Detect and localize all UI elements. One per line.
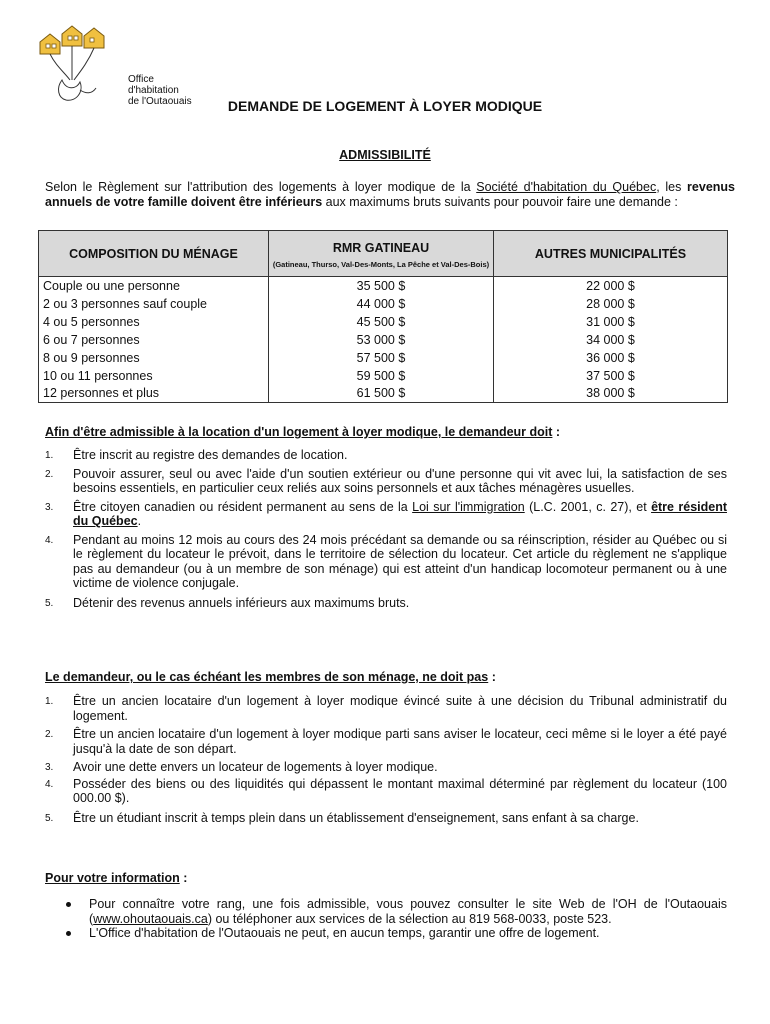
logo-line-2: d'habitation — [128, 85, 179, 96]
list-item: Pour connaître votre rang, une fois admissible, vous pouvez consulter le site Web de l'OH de l'Outaouais (www.ohoutaouais.ca) ou téléphoner aux services de la sélection au 819 568-0033, poste 523. — [64, 897, 727, 926]
list-item: 2. Être un ancien locataire d'un logement à loyer modique parti sans aviser le locateur, ceci même si le loyer a été payé jusqu'à la date de son départ. — [45, 727, 727, 756]
table-row: 6 ou 7 personnes 53 000 $ 34 000 $ — [39, 331, 728, 349]
list-item: 5. Être un étudiant inscrit à temps plein dans un établissement d'enseignement, sans enfant à sa charge. — [45, 810, 639, 825]
logo-line-1: Office — [128, 74, 154, 85]
houses-logo-icon — [36, 24, 136, 108]
eligibility-list — [45, 448, 727, 610]
info-heading: Pour votre information : — [45, 871, 188, 885]
bullet-icon — [66, 902, 71, 907]
restrictions-heading: Le demandeur, ou le cas échéant les membres de son ménage, ne doit pas : — [45, 670, 496, 684]
info-list — [64, 897, 727, 941]
logo — [36, 24, 206, 108]
list-item: 5. Détenir des revenus annuels inférieurs aux maximums bruts. — [45, 595, 410, 610]
col-header-rmr: RMR GATINEAU (Gatineau, Thurso, Val-Des-Monts, La Pêche et Val-Des-Bois) — [269, 231, 494, 277]
income-limits-table — [38, 230, 728, 403]
list-item: 3. Avoir une dette envers un locateur de logements à loyer modique. — [45, 760, 438, 774]
bullet-icon — [66, 931, 71, 936]
immigration-law-link[interactable]: Loi sur l'immigration — [412, 499, 525, 514]
list-item: 1. Être inscrit au registre des demandes de location. — [45, 448, 348, 462]
restrictions-list — [45, 694, 727, 825]
list-item: 3. Être citoyen canadien ou résident permanent au sens de la Loi sur l'immigration (L.C. 2001, c. 27), et être résident du Québec. — [45, 499, 727, 528]
eligibility-heading: Afin d'être admissible à la location d'un logement à loyer modique, le demandeur doit : — [45, 425, 561, 439]
list-item: 4. Posséder des biens ou des liquidités qui dépassent le montant maximal déterminé par règlement du locateur (100 000.00 $). — [45, 776, 727, 805]
table-row: 2 ou 3 personnes sauf couple 44 000 $ 28 000 $ — [39, 295, 728, 313]
list-item: L'Office d'habitation de l'Outaouais ne peut, en aucun temps, garantir une offre de logement. — [64, 926, 727, 941]
table-row: 4 ou 5 personnes 45 500 $ 31 000 $ — [39, 313, 728, 331]
col-header-autres: AUTRES MUNICIPALITÉS — [494, 231, 728, 277]
list-item: 1. Être un ancien locataire d'un logement à loyer modique évincé suite à une décision du Tribunal administratif du logement. — [45, 694, 727, 723]
section-title: ADMISSIBILITÉ — [339, 148, 431, 162]
intro-paragraph: Selon le Règlement sur l'attribution des logements à loyer modique de la Société d'habitation du Québec, les revenus annuels de votre famille doivent être inférieurs aux maximums bruts suivants pour pouvoir faire une demande : — [45, 180, 735, 209]
list-item: 2. Pouvoir assurer, seul ou avec l'aide d'un soutien extérieur ou d'une personne qui vit avec lui, la satisfaction de ses besoins essentiels, en particulier ceux reliés aux soins personnels et aux tâches ménagères usuelles. — [45, 466, 727, 495]
table-row: 12 personnes et plus 61 500 $ 38 000 $ — [39, 385, 728, 403]
document-title: DEMANDE DE LOGEMENT À LOYER MODIQUE — [227, 98, 543, 114]
col-header-composition: COMPOSITION DU MÉNAGE — [39, 231, 269, 277]
table-row: Couple ou une personne 35 500 $ 22 000 $ — [39, 277, 728, 295]
table-row: 8 ou 9 personnes 57 500 $ 36 000 $ — [39, 349, 728, 367]
shq-link[interactable]: Société d'habitation du Québec — [476, 180, 657, 194]
ohoutaouais-link[interactable]: www.ohoutaouais.ca — [93, 911, 208, 926]
table-row: 10 ou 11 personnes 59 500 $ 37 500 $ — [39, 367, 728, 385]
logo-line-3: de l'Outaouais — [128, 96, 192, 107]
list-item: 4. Pendant au moins 12 mois au cours des 24 mois précédant sa demande ou sa réinscription, résider au Québec ou si le règlement du locateur le prévoit, dans le territoire de sélection du locateur. Cet article du règlement ne s'applique pas au demandeur (ou à un membre de son ménage) qui est atteint d'un handicap locomoteur permanent ou à une victime de violence conjugale. — [45, 532, 727, 590]
